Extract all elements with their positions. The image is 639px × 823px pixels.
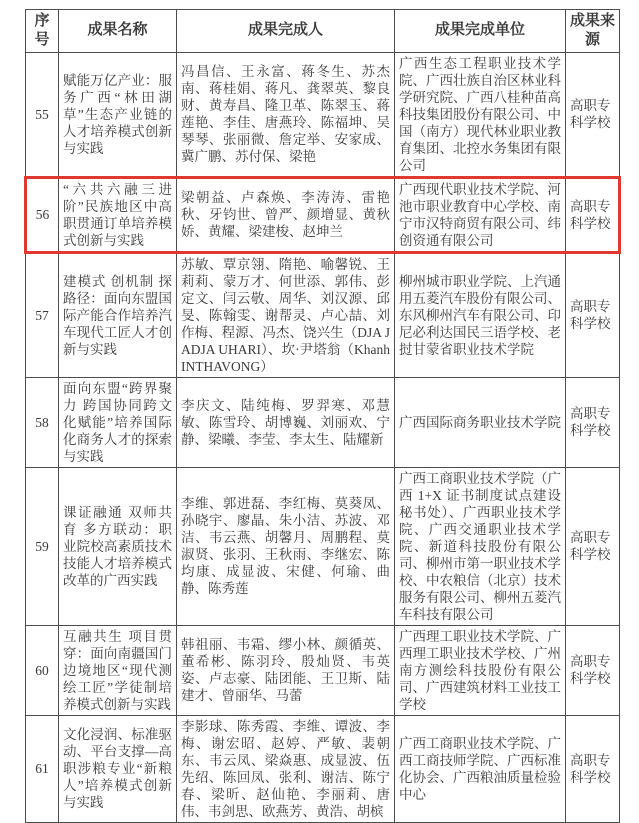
row-name: 课证融通 双师共育 多方联动：职业院校高素质技术技能人才培养模式改革的广西实践 <box>59 467 177 625</box>
row-people: 苏敏、覃京翎、隋艳、喻馨锐、王莉莉、蒙万才、何世添、郭伟、彭定文、闫云敬、周华、刘汉源、邱旻、陈翰雯、谢帮灵、卢心喆、刘作梅、程源、冯杰、饶兴生（DJA JADJA UHARI）、坎·尹塔翁（Khanh INTHAVONG） <box>177 252 395 377</box>
row-people: 李庆文、陆纯梅、罗羿寒、邓慧敏、陈雪玲、胡博巍、刘丽欢、宁静、梁曦、李莹、李太生、陆耀新 <box>177 377 395 467</box>
table-row <box>26 377 620 467</box>
row-source: 高职专科学校 <box>566 252 620 377</box>
row-units: 广西工商职业技术学院、广西工商技师学院、广西标准化协会、广西粮油质量检验中心 <box>395 715 566 822</box>
row-units: 广西理工职业技术学院、广西理工职业技术学校、广州南方测绘科技股份有限公司、广西建筑材料工业技工学校 <box>395 625 566 715</box>
row-units: 广西国际商务职业技术学院 <box>395 377 566 467</box>
row-name: 互融共生 项目贯穿：面向南疆国门边境地区“现代测绘工匠”学徒制培养模式创新与实践 <box>59 625 177 715</box>
row-id: 57 <box>26 252 59 377</box>
row-name: 面向东盟“跨界聚力 跨国协同跨文化赋能”培养国际化商务人才的探索与实践 <box>59 377 177 467</box>
header-serial-number: 序号 <box>26 10 59 53</box>
row-name: 建模式 创机制 探路径：面向东盟国际产能合作培养汽车现代工匠人才创新与实践 <box>59 252 177 377</box>
row-source: 高职专科学校 <box>566 377 620 467</box>
row-id: 60 <box>26 625 59 715</box>
table-row <box>26 625 620 715</box>
row-people: 冯昌信、王永富、蒋冬生、苏杰南、蒋桂娟、蒋凡、龚翠英、黎良财、黄寿昌、隆卫革、陈翠玉、蒋莲艳、李佳、唐燕玲、陈福坤、吴琴琴、张丽微、詹定举、安家成、冀广鹏、苏付保、梁艳 <box>177 52 395 177</box>
table-body <box>26 52 620 822</box>
table-header <box>26 10 620 53</box>
header-achievement-completers: 成果完成人 <box>177 10 395 53</box>
row-name: 文化浸润、标准驱动、平台支撑—高职涉粮专业“新粮人”培养模式创新与实践 <box>59 715 177 822</box>
row-id: 55 <box>26 52 59 177</box>
header-completing-units: 成果完成单位 <box>395 10 566 53</box>
header-row <box>26 10 620 53</box>
row-id: 61 <box>26 715 59 822</box>
row-source: 高职专科学校 <box>566 715 620 822</box>
achievements-table <box>24 9 621 823</box>
row-people: 梁朝益、卢森焕、李涛涛、雷艳秋、牙钧世、曾严、颜增显、黄秋娇、黄耀、梁建梭、赵坤兰 <box>177 177 395 252</box>
row-source: 高职专科学校 <box>566 467 620 625</box>
row-source: 高职专科学校 <box>566 52 620 177</box>
table-row <box>26 52 620 177</box>
row-id: 58 <box>26 377 59 467</box>
row-source: 高职专科学校 <box>566 177 620 252</box>
row-units: 柳州城市职业学院、上汽通用五菱汽车股份有限公司、东风柳州汽车有限公司、印尼必利达国民三语学校、老挝甘蒙省职业技术学院 <box>395 252 566 377</box>
table-row <box>26 252 620 377</box>
header-achievement-source: 成果来源 <box>566 10 620 53</box>
row-people: 韩祖丽、韦霜、缪小林、颜循英、董希彬、陈羽玲、殷灿贤、韦英姿、卢志豪、陆团能、王卫斯、陆建才、曾丽华、马蕾 <box>177 625 395 715</box>
row-units: 广西生态工程职业技术学院、广西壮族自治区林业科学研究院、广西八桂种苗高科技集团股份有限公司、中国（南方）现代林业职业教育集团、北控水务集团有限公司 <box>395 52 566 177</box>
row-units: 广西现代职业技术学院、河池市职业教育中心学校、南宁市汉特商贸有限公司、纬创资通有限公司 <box>395 177 566 252</box>
row-people: 李影球、陈秀霞、李维、谭波、李梅、谢宏昭、赵婷、严敏、裴朝东、韦云凤、梁焱惠、成显波、伍先绍、陈回凤、张利、谢洁、陈宁春、梁昕、赵仙艳、李丽莉、唐伟、韦剑思、欧燕芳、黄浩、胡槟 <box>177 715 395 822</box>
row-people: 李维、郭进磊、李红梅、莫葵凤、孙晓宇、廖晶、朱小洁、苏波、邓洁、韦云燕、胡馨月、周鹏程、莫淑贤、张羽、王秋雨、李继宏、陈均康、成显波、宋健、何瑜、曲静、陈秀莲 <box>177 467 395 625</box>
row-name: 赋能万亿产业：服务广西“林田湖草”生态产业链的人才培养模式创新与实践 <box>59 52 177 177</box>
table-row <box>26 177 620 252</box>
table-row <box>26 715 620 822</box>
row-id: 59 <box>26 467 59 625</box>
row-name: “六共六融三进阶”民族地区中高职贯通订单培养模式创新与实践 <box>59 177 177 252</box>
row-units: 广西工商职业技术学院（广西 1+X 证书制度试点建设秘书处）、广西职业技术学院、广西交通职业技术学院、新道科技股份有限公司、柳州市第一职业技术学校、中农粮信（北京）技术服务有限公司、柳州五菱汽车科技有限公司 <box>395 467 566 625</box>
row-id: 56 <box>26 177 59 252</box>
header-achievement-name: 成果名称 <box>59 10 177 53</box>
table-row <box>26 467 620 625</box>
row-source: 高职专科学校 <box>566 625 620 715</box>
